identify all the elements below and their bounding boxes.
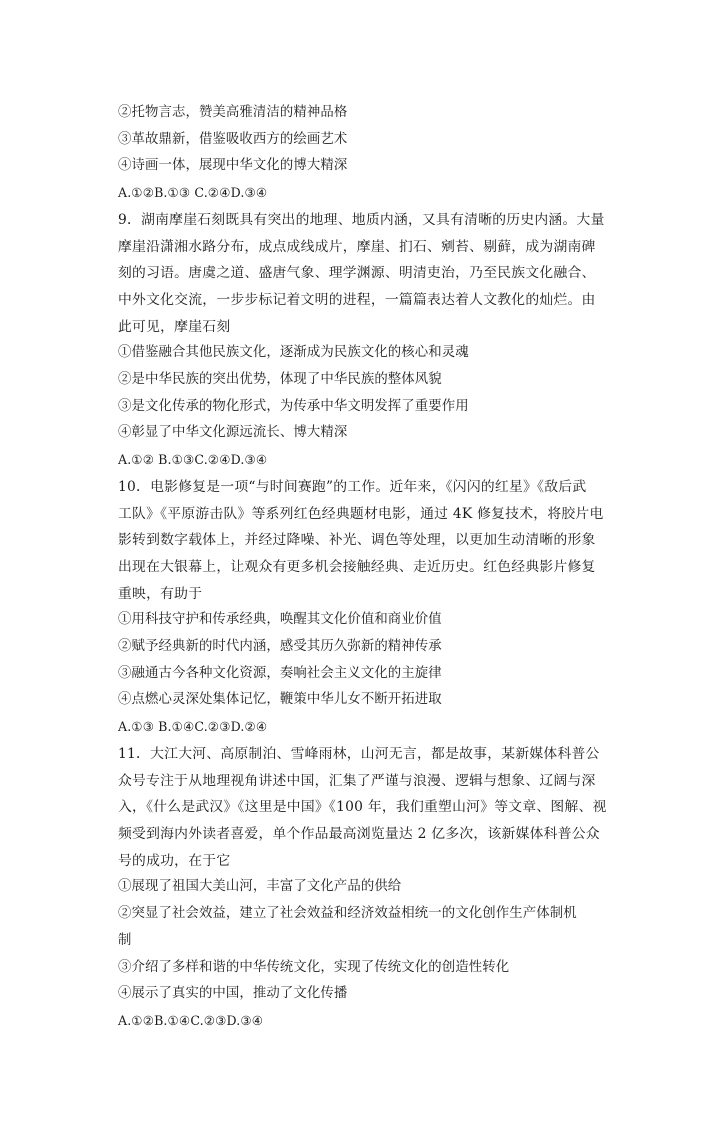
question-text-line: 10．电影修复是一项“与时间赛跑”的工作。近年来，《闪闪的红星》《敌后武: [118, 478, 587, 495]
option-line: ①借鉴融合其他民族文化，逐渐成为民族文化的核心和灵魂: [118, 345, 469, 361]
question-text-line: 众号专注于从地理视角讲述中国，汇集了严谨与浪漫、逻辑与想象、辽阔与深: [118, 772, 596, 789]
question-text-line: 号的成功，在于它: [118, 852, 231, 869]
document-page: [118, 100, 606, 1035]
option-line: ②是中华民族的突出优势，体现了中华民族的整体风貌: [118, 372, 442, 388]
question-text-line: 9．湖南摩崖石刻既具有突出的地理、地质内涵，又具有清晰的历史内涵。大量: [118, 211, 605, 228]
option-line: ②托物言志，赞美高雅清洁的精神品格: [118, 105, 348, 120]
option-line: ④诗画一体，展现中华文化的博大精深: [118, 158, 348, 174]
question-text-line: 出现在大银幕上，让观众有更多机会接触经典、走近历史。红色经典影片修复: [118, 558, 596, 575]
option-line: ③融通古今各种文化资源，奏响社会主义文化的主旋律: [118, 665, 442, 681]
option-line: ③革故鼎新，借鉴吸收西方的绘画艺术: [118, 131, 348, 147]
option-line: ④点燃心灵深处集体记忆，鞭策中华儿女不断开拓进取: [118, 692, 442, 708]
question-text-line: 中外文化交流，一步步标记着文明的进程，一篇篇表达着人文教化的灿烂。由: [118, 291, 596, 308]
answer-choices: A.①②B.①④C.②③D.③④: [118, 1012, 264, 1028]
answer-choices: A.①②B.①③ C.②④D.③④: [118, 185, 268, 201]
question-text-line: 摩崖沿潇湘水路分布，成点成线成片，摩崖、扪石、剜苔、剔藓，成为湖南碑: [118, 238, 596, 255]
question-text-line: 工队》《平原游击队》等系列红色经典题材电影，通过 4K 修复技术，将胶片电: [118, 505, 604, 522]
option-line: ④展示了真实的中国，推动了文化传播: [118, 986, 348, 1002]
option-line: ③介绍了多样和谐的中华传统文化，实现了传统文化的创造性转化: [118, 959, 510, 975]
option-line: ①展现了祖国大美山河，丰富了文化产品的供给: [118, 879, 402, 895]
question-text-line: 入，《什么是武汉》《这里是中国》《100 年，我们重塑山河》等文章、图解、视: [118, 799, 607, 816]
option-line: ②突显了社会效益，建立了社会效益和经济效益相统一的文化创作生产体制机: [118, 906, 577, 922]
answer-choices: A.①② B.①③C.②④D.③④: [118, 452, 268, 468]
option-line: 制: [118, 932, 132, 948]
option-line: ④彰显了中华文化源远流长、博大精深: [118, 425, 348, 441]
question-text-line: 此可见，摩崖石刻: [118, 318, 231, 335]
answer-choices: A.①③ B.①④C.②③D.②④: [118, 719, 268, 735]
question-text-line: 刻的习语。唐虞之道、盛唐气象、理学渊源、明清吏治，乃至民族文化融合、: [118, 265, 596, 282]
question-text-line: 频受到海内外读者喜爱，单个作品最高浏览量达 2 亿多次，该新媒体科普公众: [118, 825, 600, 842]
option-line: ②赋予经典新的时代内涵，感受其历久弥新的精神传承: [118, 639, 442, 655]
question-text-line: 11．大江大河、高原制泊、雪峰雨林，山河无言，都是故事，某新媒体科普公: [118, 745, 600, 762]
question-text-line: 影转到数字载体上，并经过降噪、补光、调色等处理，以更加生动清晰的形象: [118, 532, 596, 549]
question-text-line: 重映，有助于: [118, 585, 203, 602]
option-line: ③是文化传承的物化形式，为传承中华文明发挥了重要作用: [118, 398, 469, 414]
option-line: ①用科技守护和传承经典，唤醒其文化价值和商业价值: [118, 612, 442, 628]
